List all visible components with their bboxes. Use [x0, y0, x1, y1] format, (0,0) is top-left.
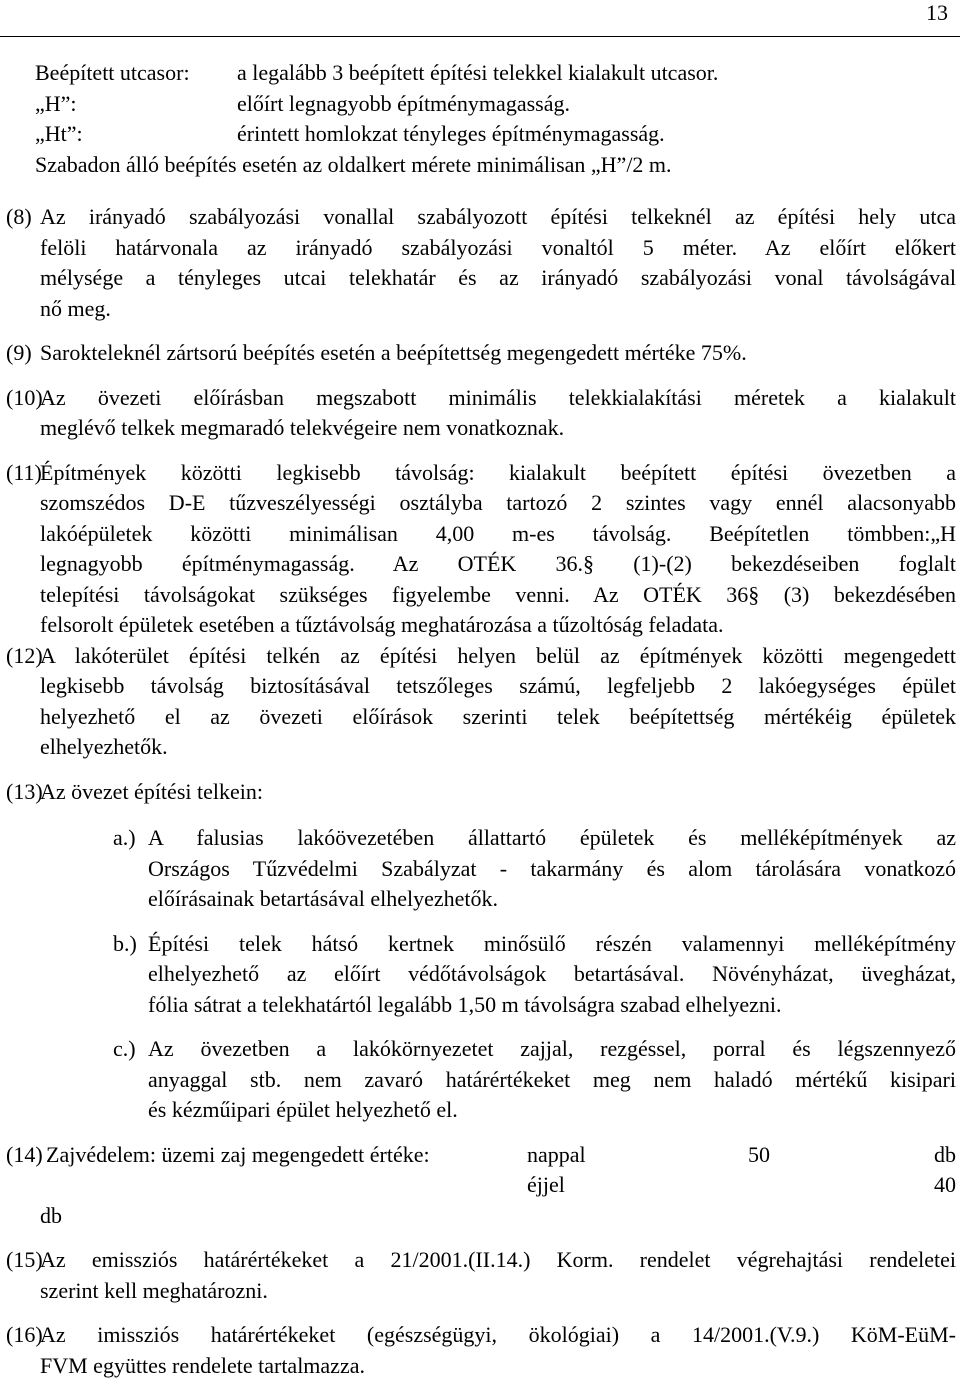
noise-day-value: 50: [748, 1141, 770, 1167]
paragraph-13: [0, 777, 960, 808]
paragraph-line: lakóépületek közötti minimálisan 4,00 m-es távolság. Beépítetlen tömbben:„H: [40, 520, 956, 546]
paragraph-line: Építmények közötti legkisebb távolság: kialakult beépített építési övezetben a: [40, 459, 956, 485]
paragraph-12: [0, 641, 960, 763]
definition-desc: érintett homlokzat tényleges építménymagasság.: [237, 121, 665, 146]
paragraph-line: A lakóterület építési telkén az építési helyen belül az építmények közötti megengedett: [40, 642, 956, 668]
list-item-line: elhelyezhető az előírt védőtávolságok betartásával. Növényházat, üvegházat,: [148, 961, 956, 986]
paragraph-16: [0, 1320, 960, 1381]
paragraph-line: mélysége a tényleges utcai telekhatár és az irányadó szabályozási vonal távolságával: [40, 265, 956, 290]
list-item-number: b.): [113, 930, 137, 956]
paragraph-line: FVM együttes rendelete tartalmazza.: [40, 1352, 365, 1378]
list-item-number: c.): [113, 1036, 136, 1061]
list-item-c: [0, 1034, 960, 1126]
noise-limit-day-row: [0, 1140, 960, 1171]
paragraph-number: (12): [6, 642, 43, 668]
list-item-line: és kézműipari épület helyezhető el.: [148, 1097, 458, 1122]
paragraph-line: meglévő telkek megmaradó telekvégeire nem vonatkoznak.: [40, 415, 565, 440]
paragraph-line: legkisebb távolság biztosításával tetszőleges számú, legfeljebb 2 lakóegységes épület: [40, 673, 956, 698]
paragraph-line: felsorolt épületek esetében a tűztávolság meghatározása a tűzoltóság feladata.: [40, 612, 724, 637]
paragraph-line: Az övezet építési telkein:: [40, 778, 263, 804]
paragraph-line: Az emissziós határértékeket a 21/2001.(II.14.) Korm. rendelet végrehajtási rendeletei: [40, 1247, 956, 1272]
paragraph-line: Az övezeti előírásban megszabott minimális telekkialakítási méretek a kialakult: [40, 384, 956, 410]
list-item-line: fólia sátrat a telekhatártól legalább 1,50 m távolságra szabad elhelyezni.: [148, 991, 782, 1017]
paragraph-11: [0, 458, 960, 641]
noise-night-unit: db: [40, 1202, 62, 1228]
list-item-line: előírásainak betartásával elhelyezhetők.: [148, 886, 498, 911]
list-item-line: A falusias lakóövezetében állattartó épületek és melléképítmények az: [148, 825, 956, 850]
noise-limit-unit-row: [0, 1201, 960, 1232]
list-item-a: [0, 823, 960, 915]
definition-row: [0, 89, 960, 120]
paragraph-line: legnagyobb építménymagasság. Az OTÉK 36.§ (1)-(2) bekezdéseiben foglalt: [40, 551, 956, 576]
paragraph-line: elhelyezhetők.: [40, 734, 168, 759]
paragraph-number: (11): [6, 459, 42, 485]
document-body: [0, 58, 960, 1381]
paragraph-10: [0, 383, 960, 444]
paragraph-line: szerint kell meghatározni.: [40, 1277, 268, 1303]
list-item-line: Építési telek hátsó kertnek minősülő részén valamennyi melléképítmény: [148, 930, 956, 956]
definition-note: Szabadon álló beépítés esetén az oldalkert mérete minimálisan „H”/2 m.: [35, 151, 672, 177]
paragraph-line: helyezhető el az övezeti előírások szerinti telek beépítettség mértékéig épületek: [40, 703, 956, 729]
paragraph-number: (9): [6, 340, 32, 365]
noise-day-label: nappal: [527, 1141, 586, 1167]
paragraph-number: (13): [6, 778, 43, 804]
definition-row: [0, 119, 960, 150]
noise-limit-night-row: [0, 1170, 960, 1201]
noise-day-unit: db: [934, 1141, 956, 1167]
list-item-line: Országos Tűzvédelmi Szabályzat - takarmány és alom tárolására vonatkozó: [148, 855, 956, 881]
paragraph-15: [0, 1245, 960, 1306]
paragraph-line: szomszédos D-E tűzveszélyességi osztályba tartozó 2 szintes vagy ennél alacsonyabb: [40, 490, 956, 515]
list-item-b: [0, 929, 960, 1021]
paragraph-line: felöli határvonala az irányadó szabályozási vonaltól 5 méter. Az előírt előkert: [40, 234, 956, 260]
paragraph-line: nő meg.: [40, 295, 111, 321]
noise-night-value: 40: [934, 1172, 956, 1197]
definition-desc: előírt legnagyobb építménymagasság.: [237, 90, 570, 116]
definition-term: „H”:: [35, 90, 77, 116]
paragraph-line: Az imissziós határértékeket (egészségügyi, ökológiai) a 14/2001.(V.9.) KöM-EüM-: [40, 1322, 956, 1347]
list-item-number: a.): [113, 825, 136, 850]
paragraph-line: Sarokteleknél zártsorú beépítés esetén a beépítettség megengedett mértéke 75%.: [40, 340, 747, 365]
paragraph-number: (16): [6, 1322, 43, 1347]
paragraph-number: (14): [6, 1141, 43, 1167]
list-item-line: anyaggal stb. nem zavaró határértékeket meg nem haladó mértékű kisipari: [148, 1066, 956, 1092]
page-number: 13: [926, 0, 948, 25]
paragraph-number: (8): [6, 204, 32, 229]
definition-row: [0, 58, 960, 89]
definition-term: Beépített utcasor:: [35, 60, 190, 85]
list-item-line: Az övezetben a lakókörnyezetet zajjal, rezgéssel, porral és légszennyező: [148, 1036, 956, 1061]
paragraph-line: Az irányadó szabályozási vonallal szabályozott építési telkeknél az építési hely utca: [40, 204, 956, 229]
noise-label: Zajvédelem: üzemi zaj megengedett értéke:: [46, 1141, 430, 1167]
paragraph-number: (15): [6, 1247, 43, 1272]
noise-night-label: éjjel: [527, 1172, 565, 1197]
definition-desc: a legalább 3 beépített építési telekkel kialakult utcasor.: [237, 60, 719, 85]
definition-term: „Ht”:: [35, 121, 83, 146]
paragraph-9: [0, 338, 960, 369]
paragraph-line: telepítési távolságokat szükséges figyelembe venni. Az OTÉK 36§ (3) bekezdésében: [40, 581, 956, 607]
paragraph-number: (10): [6, 384, 43, 410]
header-rule: [0, 36, 960, 37]
paragraph-8: [0, 202, 960, 324]
